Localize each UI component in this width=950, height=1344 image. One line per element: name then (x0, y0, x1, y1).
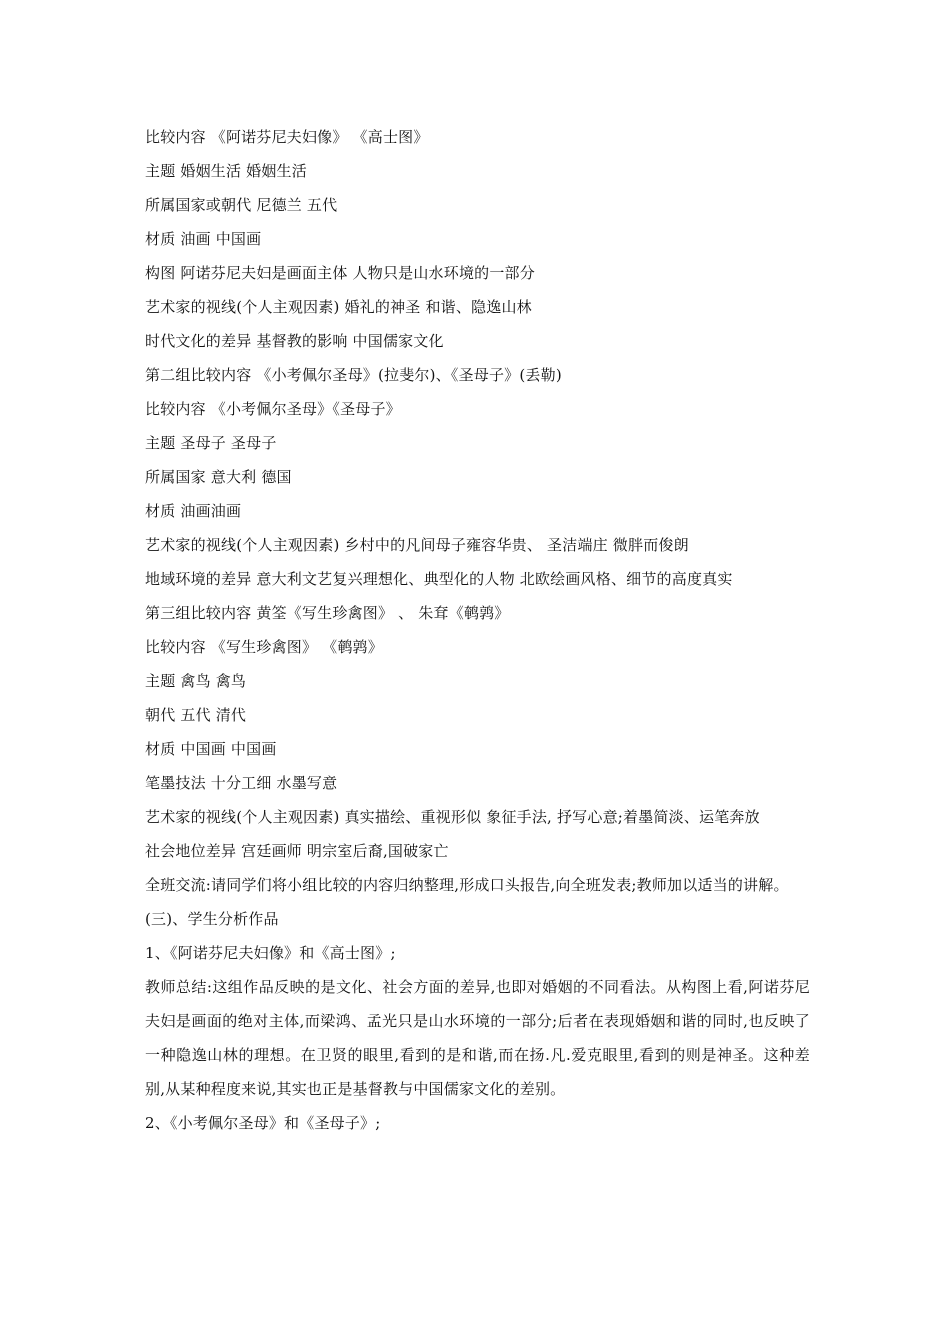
comparison-line: 比较内容 《小考佩尔圣母》《圣母子》 (145, 400, 401, 418)
comparison-line: 所属国家或朝代 尼德兰 五代 (145, 196, 338, 214)
comparison-line: 比较内容 《阿诺芬尼夫妇像》 《高士图》 (145, 128, 429, 146)
teacher-summary-paragraph: 教师总结:这组作品反映的是文化、社会方面的差异,也即对婚姻的不同看法。从构图上看,阿诺芬尼夫妇是画面的绝对主体,而梁鸿、孟光只是山水环境的一部分;后者在表现婚姻和谐的同时,也反映了一种隐逸山林的理想。在卫贤的眼里,看到的是和谐,而在扬.凡.爱克眼里,看到的则是神圣。这种差别,从某种程度来说,其实也正是基督教与中国儒家文化的差别。 (145, 978, 810, 1098)
comparison-line: 艺术家的视线(个人主观因素) 乡村中的凡间母子雍容华贵、 圣洁端庄 微胖而俊朗 (145, 536, 689, 554)
comparison-line: 所属国家 意大利 德国 (145, 468, 292, 486)
comparison-line: 艺术家的视线(个人主观因素) 婚礼的神圣 和谐、隐逸山林 (145, 298, 532, 316)
comparison-line: 地域环境的差异 意大利文艺复兴理想化、典型化的人物 北欧绘画风格、细节的高度真实 (145, 570, 733, 588)
comparison-line: 材质 中国画 中国画 (145, 740, 277, 758)
comparison-line: 主题 圣母子 圣母子 (145, 434, 277, 452)
comparison-line: 朝代 五代 清代 (145, 706, 247, 724)
comparison-line: 时代文化的差异 基督教的影响 中国儒家文化 (145, 332, 444, 350)
comparison-line: 笔墨技法 十分工细 水墨写意 (145, 774, 338, 792)
comparison-line: 主题 婚姻生活 婚姻生活 (145, 162, 307, 180)
group-heading: 第二组比较内容 《小考佩尔圣母》(拉斐尔)、《圣母子》(丢勒) (145, 366, 562, 384)
comparison-line: 社会地位差异 宫廷画师 明宗室后裔,国破家亡 (145, 842, 449, 860)
comparison-line: 构图 阿诺芬尼夫妇是画面主体 人物只是山水环境的一部分 (145, 264, 535, 282)
document-body (145, 120, 810, 1140)
comparison-line: 材质 油画 中国画 (145, 230, 262, 248)
class-exchange-paragraph: 全班交流:请同学们将小组比较的内容归纳整理,形成口头报告,向全班发表;教师加以适当的讲解。 (145, 876, 789, 894)
list-item: 1、《阿诺芬尼夫妇像》和《高士图》; (145, 944, 396, 962)
section-heading: (三)、学生分析作品 (145, 910, 279, 928)
group-heading: 第三组比较内容 黄筌《写生珍禽图》 、 朱耷《鹌鹑》 (145, 604, 510, 622)
comparison-line: 主题 禽鸟 禽鸟 (145, 672, 247, 690)
comparison-line: 艺术家的视线(个人主观因素) 真实描绘、重视形似 象征手法, 抒写心意;着墨简淡、运笔奔放 (145, 808, 760, 826)
comparison-line: 材质 油画油画 (145, 502, 242, 520)
list-item: 2、《小考佩尔圣母》和《圣母子》; (145, 1114, 381, 1132)
comparison-line: 比较内容 《写生珍禽图》 《鹌鹑》 (145, 638, 383, 656)
